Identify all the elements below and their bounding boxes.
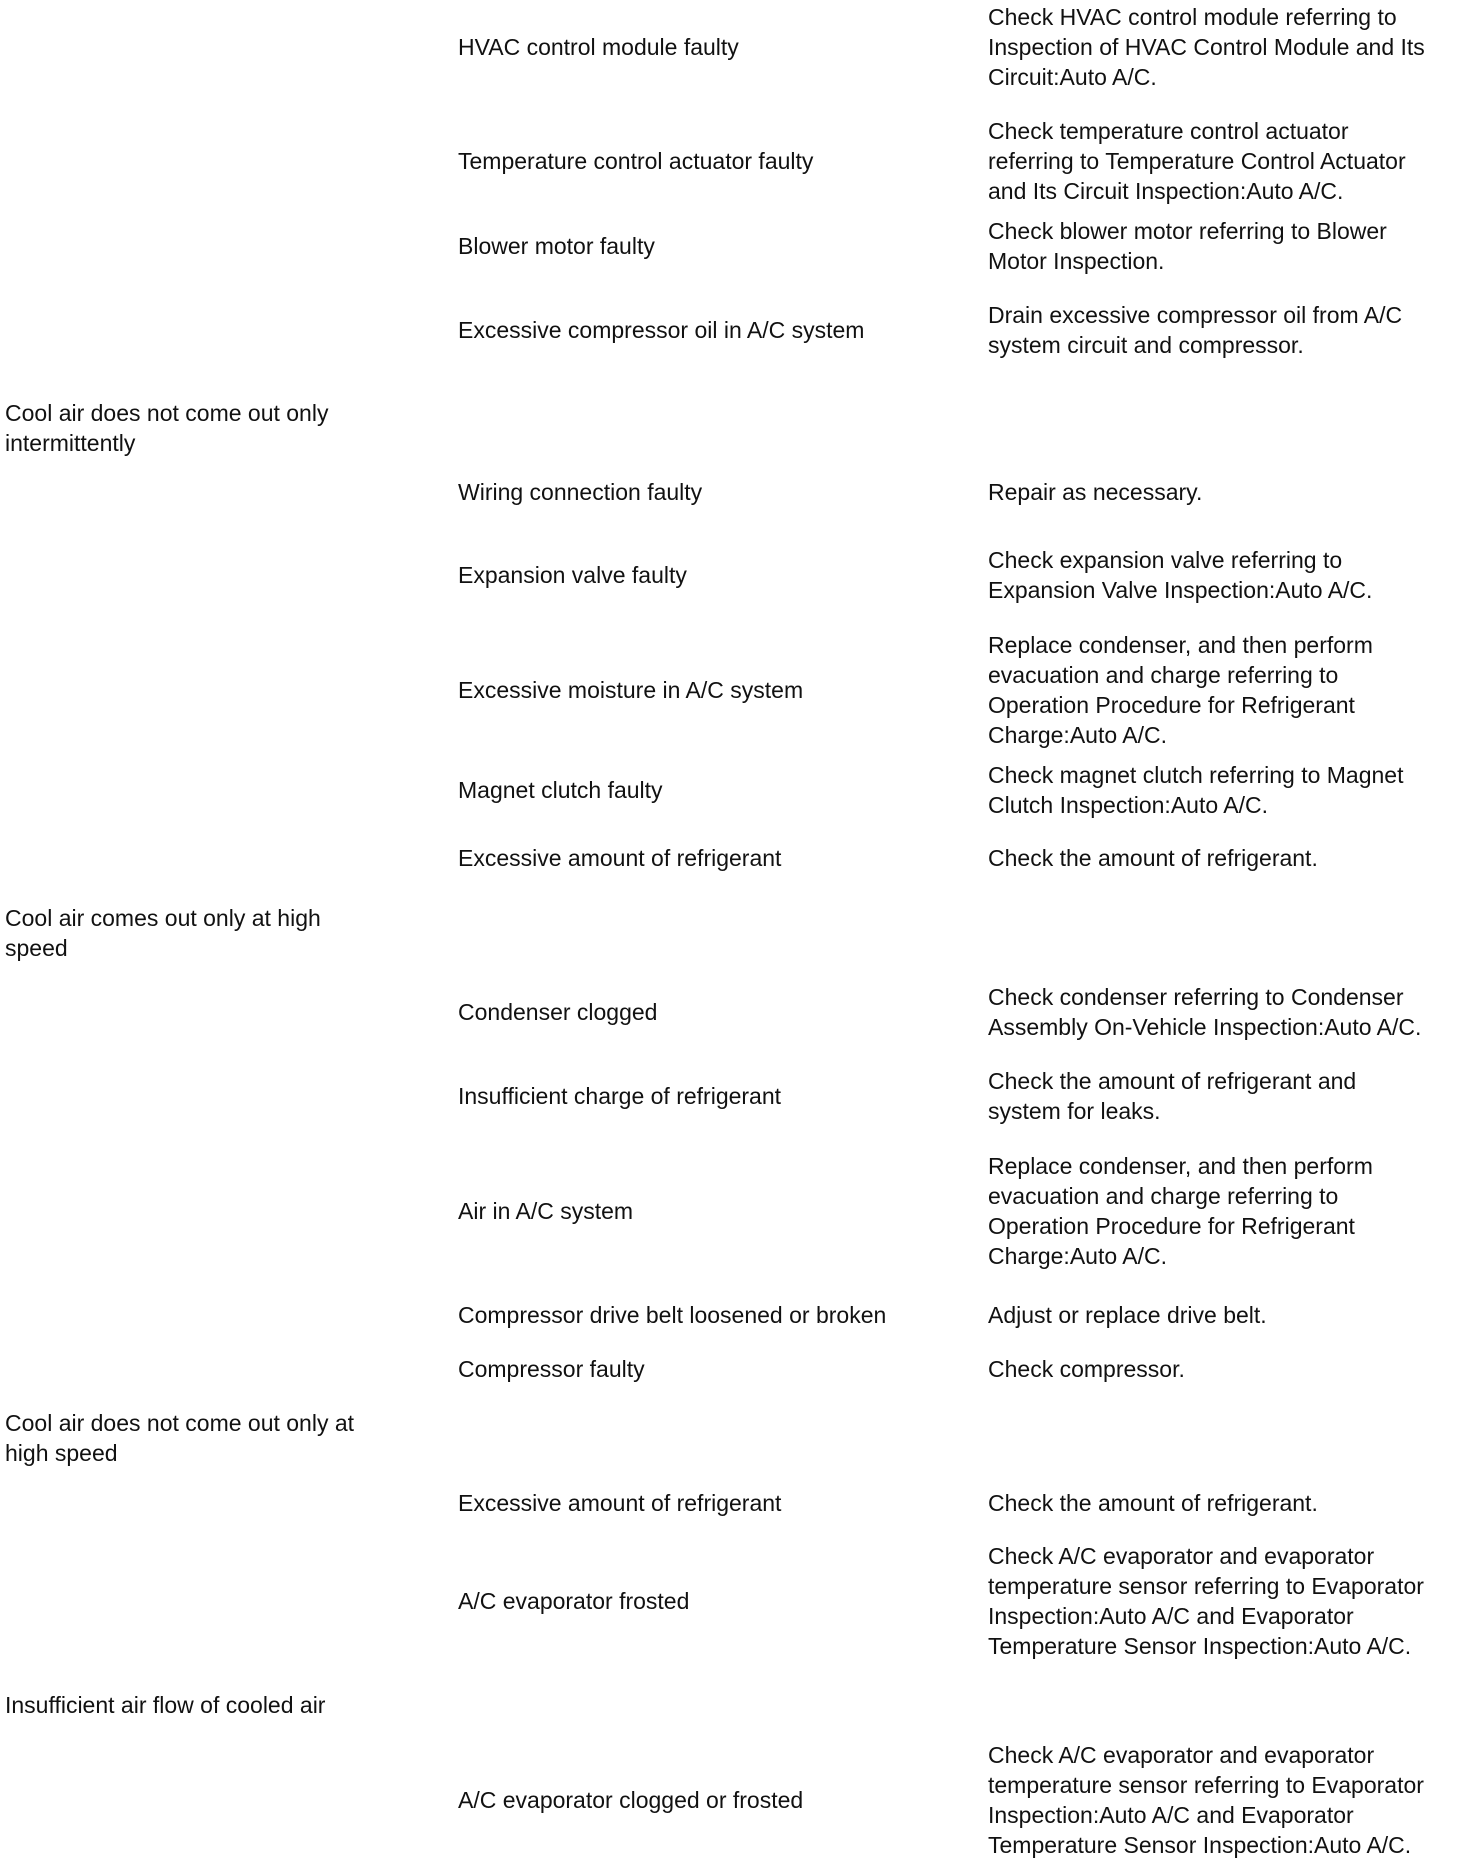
text-line: Operation Procedure for Refrigerant	[988, 1213, 1355, 1239]
text-line: temperature sensor referring to Evaporator	[988, 1573, 1424, 1599]
text-line: Charge:Auto A/C.	[988, 1243, 1167, 1269]
text-line: Check the amount of refrigerant and	[988, 1068, 1357, 1094]
text-line: Check compressor.	[988, 1356, 1185, 1382]
cause-text: Excessive compressor oil in A/C system	[458, 317, 865, 343]
remedy-text	[988, 982, 1472, 1042]
symptom-heading	[5, 903, 445, 963]
text-line: Check the amount of refrigerant.	[988, 1490, 1318, 1516]
cause-text: Wiring connection faulty	[458, 479, 703, 505]
cause-text: Excessive moisture in A/C system	[458, 677, 804, 703]
cause-text: Magnet clutch faulty	[458, 777, 663, 803]
text-line: speed	[5, 935, 68, 961]
text-line: Charge:Auto A/C.	[988, 722, 1167, 748]
remedy-text	[988, 300, 1472, 360]
text-line: Cool air does not come out only at	[5, 1410, 355, 1436]
text-line: system circuit and compressor.	[988, 332, 1304, 358]
text-line: Replace condenser, and then perform	[988, 632, 1373, 658]
text-line: Inspection:Auto A/C and Evaporator	[988, 1603, 1354, 1629]
remedy-text	[988, 843, 1472, 873]
cause-text: Condenser clogged	[458, 999, 658, 1025]
remedy-text	[988, 1066, 1472, 1126]
text-line: Insufficient air flow of cooled air	[5, 1692, 326, 1718]
cause-text: Insufficient charge of refrigerant	[458, 1083, 782, 1109]
text-line: and Its Circuit Inspection:Auto A/C.	[988, 178, 1344, 204]
cause-text: Temperature control actuator faulty	[458, 148, 814, 174]
text-line: Check A/C evaporator and evaporator	[988, 1742, 1375, 1768]
text-line: high speed	[5, 1440, 118, 1466]
text-line: Check the amount of refrigerant.	[988, 845, 1318, 871]
cause-text: Compressor drive belt loosened or broken	[458, 1302, 887, 1328]
symptom-heading	[5, 1690, 445, 1720]
cause-text: A/C evaporator frosted	[458, 1588, 690, 1614]
cause-text: A/C evaporator clogged or frosted	[458, 1787, 804, 1813]
text-line: Check expansion valve referring to	[988, 547, 1343, 573]
remedy-text	[988, 2, 1472, 92]
remedy-text	[988, 760, 1472, 820]
text-line: Cool air does not come out only	[5, 400, 329, 426]
cause-text: Compressor faulty	[458, 1356, 645, 1382]
text-line: temperature sensor referring to Evaporator	[988, 1772, 1424, 1798]
remedy-text	[988, 477, 1472, 507]
remedy-text	[988, 1488, 1472, 1518]
text-line: Replace condenser, and then perform	[988, 1153, 1373, 1179]
text-line: Check blower motor referring to Blower	[988, 218, 1387, 244]
text-line: Motor Inspection.	[988, 248, 1165, 274]
remedy-text	[988, 1740, 1472, 1860]
remedy-text	[988, 1354, 1472, 1384]
text-line: Temperature Sensor Inspection:Auto A/C.	[988, 1633, 1412, 1659]
text-line: Check condenser referring to Condenser	[988, 984, 1404, 1010]
text-line: evacuation and charge referring to	[988, 1183, 1339, 1209]
remedy-text	[988, 630, 1472, 750]
text-line: Drain excessive compressor oil from A/C	[988, 302, 1403, 328]
symptom-heading	[5, 398, 445, 458]
text-line: evacuation and charge referring to	[988, 662, 1339, 688]
text-line: system for leaks.	[988, 1098, 1161, 1124]
text-line: Circuit:Auto A/C.	[988, 64, 1157, 90]
remedy-text	[988, 1300, 1472, 1330]
text-line: Check HVAC control module referring to	[988, 4, 1397, 30]
cause-text: Blower motor faulty	[458, 233, 655, 259]
remedy-text	[988, 1541, 1472, 1661]
text-line: Repair as necessary.	[988, 479, 1203, 505]
text-line: referring to Temperature Control Actuator	[988, 148, 1406, 174]
symptom-heading	[5, 1408, 445, 1468]
text-line: Adjust or replace drive belt.	[988, 1302, 1267, 1328]
remedy-text	[988, 1151, 1472, 1271]
remedy-text	[988, 545, 1472, 605]
cause-text: HVAC control module faulty	[458, 34, 739, 60]
text-line: Clutch Inspection:Auto A/C.	[988, 792, 1268, 818]
cause-text: Excessive amount of refrigerant	[458, 1490, 782, 1516]
cause-text: Excessive amount of refrigerant	[458, 845, 782, 871]
text-line: Temperature Sensor Inspection:Auto A/C.	[988, 1832, 1412, 1858]
text-line: Operation Procedure for Refrigerant	[988, 692, 1355, 718]
text-line: Check A/C evaporator and evaporator	[988, 1543, 1375, 1569]
text-line: Expansion Valve Inspection:Auto A/C.	[988, 577, 1373, 603]
cause-text: Expansion valve faulty	[458, 562, 687, 588]
remedy-text	[988, 216, 1472, 276]
cause-text: Air in A/C system	[458, 1198, 634, 1224]
text-line: Check temperature control actuator	[988, 118, 1349, 144]
text-line: Assembly On-Vehicle Inspection:Auto A/C.	[988, 1014, 1422, 1040]
remedy-text	[988, 116, 1472, 206]
text-line: intermittently	[5, 430, 136, 456]
text-line: Inspection:Auto A/C and Evaporator	[988, 1802, 1354, 1828]
text-line: Cool air comes out only at high	[5, 905, 321, 931]
text-line: Inspection of HVAC Control Module and Its	[988, 34, 1425, 60]
text-line: Check magnet clutch referring to Magnet	[988, 762, 1404, 788]
